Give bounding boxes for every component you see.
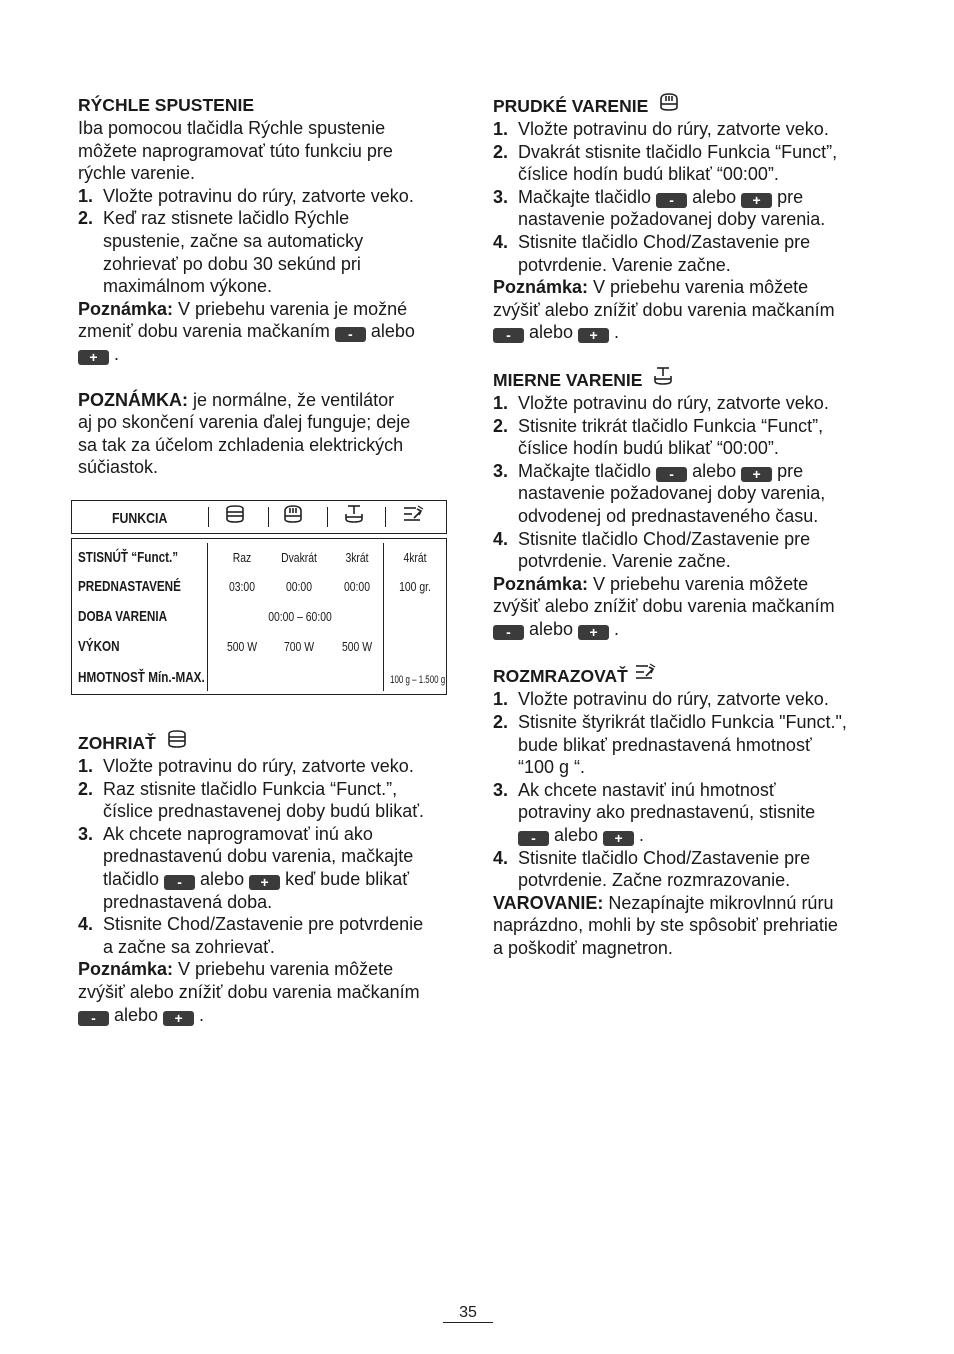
- left-column: [78, 93, 443, 479]
- step-text: Dvakrát stisnite tlačidlo Funkcia “Funct”,: [518, 141, 838, 162]
- notice-line1: [78, 389, 443, 412]
- mild-title: MIERNE VARENIE: [493, 369, 643, 390]
- table-cell: 100 gr.: [399, 579, 431, 594]
- step-text: alebo: [195, 868, 250, 889]
- step-text: odvodenej od prednastaveného času.: [518, 505, 819, 526]
- strong-title: PRUDKÉ VARENIE: [493, 96, 649, 116]
- divider: [385, 507, 386, 527]
- list-item: [78, 823, 443, 913]
- note-text: V priebehu varenia môžete: [588, 573, 809, 594]
- mild-cook-icon: [652, 367, 674, 389]
- heat-note-buttons: [78, 1004, 443, 1027]
- page-number-underline: [443, 1322, 493, 1323]
- step-number: 2.: [78, 778, 94, 799]
- note-text: alebo: [365, 321, 415, 342]
- note-label: Poznámka:: [493, 277, 589, 298]
- step-text: Stisnite tlačidlo Chod/Zastavenie pre: [518, 847, 811, 868]
- step-number: 1.: [78, 756, 94, 776]
- step-number: 1.: [493, 689, 509, 710]
- table-body: [71, 538, 447, 695]
- step-text: číslice hodín budú blikať “00:00”.: [518, 164, 779, 185]
- quick-start-note-line3: [78, 343, 443, 366]
- strong-cook-section: [493, 93, 865, 344]
- list-item: [493, 415, 865, 460]
- spacer: [78, 366, 443, 389]
- step-text: Stisnite trikrát tlačidlo Funkcia “Funct”,: [518, 415, 824, 436]
- table-cell: 00:00: [343, 579, 371, 594]
- list-item: [78, 755, 443, 778]
- note-text: .: [609, 322, 620, 343]
- list-item: [493, 392, 865, 415]
- notice-section: [78, 389, 443, 479]
- heat-title: ZOHRIAŤ: [78, 733, 156, 753]
- mild-heading: [493, 367, 865, 392]
- step-number: 3.: [493, 186, 509, 207]
- step-text: keď bude blikať: [280, 868, 409, 889]
- step-text: pre: [772, 186, 804, 207]
- notice-text: súčiastok.: [78, 457, 159, 478]
- plus-button-icon: +: [249, 875, 280, 890]
- defrost-heading: [493, 663, 865, 688]
- list-item: [493, 231, 865, 276]
- note-text: V priebehu varenia môžete: [173, 959, 394, 980]
- quick-start-note-line2: [78, 320, 443, 343]
- step-text: Ak chcete naprogramovať inú ako: [103, 823, 373, 844]
- row-label: VÝKON: [78, 638, 120, 655]
- step-text: Mačkajte tlačidlo: [518, 186, 657, 207]
- function-table: [71, 500, 447, 694]
- step-number: 4.: [78, 914, 94, 935]
- step-text: .: [634, 825, 645, 846]
- list-item: [493, 460, 865, 528]
- defrost-title: ROZMRAZOVAŤ: [493, 666, 628, 687]
- step-text: zohrievať po dobu 30 sekúnd pri: [103, 253, 361, 274]
- note-text: alebo: [109, 1004, 164, 1025]
- row-label: DOBA VARENIA: [78, 608, 168, 625]
- notice-label: POZNÁMKA:: [78, 389, 188, 410]
- step-text: tlačidlo: [103, 868, 165, 889]
- step-number: 3.: [493, 460, 509, 481]
- notice-text: aj po skončení varenia ďalej funguje; deje: [78, 412, 411, 433]
- step-number: 3.: [78, 823, 94, 844]
- strong-cook-icon: [282, 505, 304, 527]
- step-text: Stisnite Chod/Zastavenie pre potvrdenie: [103, 914, 424, 935]
- plus-button-icon: +: [741, 467, 772, 482]
- spacer: [493, 640, 865, 663]
- step-text: Stisnite tlačidlo Chod/Zastavenie pre: [518, 231, 811, 252]
- step-text: potvrdenie. Varenie začne.: [518, 551, 731, 572]
- list-item: [493, 847, 865, 892]
- table-cell: Raz: [232, 550, 252, 565]
- table-header: [71, 500, 447, 534]
- step-number: 1.: [493, 392, 509, 413]
- plus-button-icon: +: [78, 350, 109, 365]
- minus-button-icon: -: [164, 875, 195, 890]
- plus-button-icon: +: [603, 831, 634, 846]
- note-text: zvýšiť alebo znížiť dobu varenia mačkaním: [493, 299, 835, 320]
- note-label: Poznámka:: [78, 298, 174, 319]
- list-item: [493, 688, 865, 711]
- step-text: spustenie, začne sa automaticky: [103, 230, 364, 251]
- strong-note: [493, 276, 865, 299]
- list-item: [493, 118, 865, 141]
- warning-label: VAROVANIE:: [493, 892, 604, 913]
- step-text: a začne sa zohrievať.: [103, 936, 275, 957]
- step-number: 2.: [78, 208, 94, 229]
- step-text: bude blikať prednastavená hmotnosť: [518, 734, 812, 755]
- plus-button-icon: +: [741, 193, 772, 208]
- list-item: [78, 207, 443, 297]
- note-text: zvýšiť alebo znížiť dobu varenia mačkaním: [78, 981, 420, 1002]
- step-text: prednastavenú dobu varenia, mačkajte: [103, 846, 414, 867]
- step-text: potraviny ako prednastavenú, stisnite: [518, 802, 816, 823]
- list-item: [78, 913, 443, 958]
- quick-start-intro-1: Iba pomocou tlačidla Rýchle spustenie: [78, 118, 386, 138]
- defrost-steps: [493, 688, 865, 891]
- table-cell: 100 g – 1.500 g: [390, 674, 446, 686]
- heat-note: [78, 958, 443, 981]
- row-label: HMOTNOSŤ Mín.-MAX.: [78, 669, 205, 686]
- heat-icon: [166, 730, 188, 752]
- step-text: alebo: [549, 825, 604, 846]
- step-text: “100 g “.: [518, 757, 586, 778]
- right-column: [493, 93, 865, 960]
- step-text: Vložte potravinu do rúry, zatvorte veko.: [103, 756, 414, 776]
- step-text: Mačkajte tlačidlo: [518, 460, 657, 481]
- minus-button-icon: -: [656, 193, 687, 208]
- note-text: zmeniť dobu varenia mačkaním: [78, 321, 335, 342]
- minus-button-icon: -: [335, 327, 366, 342]
- step-text: nastavenie požadovanej doby varenia,: [518, 483, 826, 504]
- divider: [327, 507, 328, 527]
- table-cell: 4krát: [403, 550, 427, 565]
- step-text-with-buttons: [518, 186, 865, 209]
- step-text: Keď raz stisnete lačidlo Rýchle: [103, 208, 350, 229]
- step-number: 3.: [493, 779, 509, 800]
- page-number: 35: [459, 1304, 477, 1321]
- step-number: 4.: [493, 847, 509, 868]
- step-text-with-buttons: [103, 868, 443, 891]
- step-text: potvrdenie. Varenie začne.: [518, 254, 731, 275]
- note-text: V priebehu varenia môžete: [588, 277, 809, 298]
- table-cell: 00:00: [285, 579, 313, 594]
- plus-button-icon: +: [578, 328, 609, 343]
- step-text: alebo: [687, 460, 742, 481]
- table-cell: Dvakrát: [281, 550, 317, 565]
- warning-text: Nezapínajte mikrovlnnú rúru: [603, 892, 834, 913]
- plus-button-icon: +: [163, 1011, 194, 1026]
- step-text: potvrdenie. Začne rozmrazovanie.: [518, 870, 791, 891]
- step-number: 4.: [493, 231, 509, 252]
- heat-section: [78, 730, 443, 1026]
- table-cell: 500 W: [226, 639, 258, 654]
- step-text: pre: [772, 460, 804, 481]
- minus-button-icon: -: [518, 831, 549, 846]
- defrost-icon: [402, 505, 426, 527]
- minus-button-icon: -: [493, 625, 524, 640]
- strong-steps: [493, 118, 865, 276]
- strong-note-buttons: [493, 321, 865, 344]
- step-text-with-buttons: [518, 824, 865, 847]
- minus-button-icon: -: [493, 328, 524, 343]
- step-text: Vložte potravinu do rúry, zatvorte veko.: [518, 689, 829, 710]
- table-cell: 3krát: [345, 550, 369, 565]
- warning-text: a poškodiť magnetron.: [493, 938, 673, 958]
- list-item: [493, 779, 865, 847]
- step-text: alebo: [687, 186, 742, 207]
- defrost-section: [493, 663, 865, 959]
- divider: [208, 507, 209, 527]
- notice-text: je normálne, že ventilátor: [188, 389, 395, 410]
- row-label: STISNÚŤ “Funct.”: [78, 549, 179, 566]
- step-text: nastavenie požadovanej doby varenia.: [518, 209, 826, 230]
- quick-start-steps: [78, 185, 443, 298]
- step-text: Ak chcete nastaviť inú hmotnosť: [518, 779, 776, 800]
- quick-start-section: [78, 93, 443, 366]
- note-text: alebo: [524, 322, 579, 343]
- note-text: alebo: [524, 618, 579, 639]
- quick-start-intro-2: môžete naprogramovať túto funkciu pre: [78, 140, 393, 161]
- list-item: [493, 186, 865, 231]
- table-cell: 700 W: [283, 639, 315, 654]
- step-number: 4.: [493, 528, 509, 549]
- row-label: PREDNASTAVENÉ: [78, 578, 181, 595]
- step-text: Vložte potravinu do rúry, zatvorte veko.: [518, 119, 829, 139]
- step-text: číslice hodín budú blikať “00:00”.: [518, 438, 779, 459]
- divider: [207, 543, 208, 691]
- step-text: Raz stisnite tlačidlo Funkcia “Funct.”,: [103, 778, 398, 799]
- quick-start-intro-3: rýchle varenie.: [78, 163, 196, 184]
- step-number: 2.: [493, 141, 509, 162]
- minus-button-icon: -: [78, 1011, 109, 1026]
- minus-button-icon: -: [656, 467, 687, 482]
- plus-button-icon: +: [578, 625, 609, 640]
- step-text: Vložte potravinu do rúry, zatvorte veko.: [518, 392, 829, 413]
- strong-cook-icon: [658, 93, 680, 115]
- note-text: .: [109, 343, 120, 364]
- step-text: maximálnom výkone.: [103, 276, 273, 297]
- list-item: [493, 141, 865, 186]
- step-number: 1.: [493, 119, 509, 139]
- list-item: [493, 528, 865, 573]
- step-number: 1.: [78, 185, 94, 206]
- note-text: zvýšiť alebo znížiť dobu varenia mačkaním: [493, 596, 835, 617]
- table-cell: 03:00: [228, 579, 256, 594]
- heat-icon: [224, 505, 246, 527]
- step-text: Stisnite štyrikrát tlačidlo Funkcia "Funct.",: [518, 712, 847, 733]
- note-text: .: [609, 618, 620, 639]
- table-cell: 00:00 – 60:00: [268, 609, 332, 624]
- spacer: [493, 344, 865, 367]
- note-text: .: [194, 1004, 205, 1025]
- warning-text: naprázdno, mohli by ste spôsobiť prehriatie: [493, 915, 838, 936]
- mild-note: [493, 573, 865, 596]
- quick-start-note: [78, 298, 443, 321]
- step-text: číslice prednastavenej doby budú blikať.: [103, 801, 424, 822]
- note-text: V priebehu varenia je možné: [173, 298, 408, 319]
- step-text: Vložte potravinu do rúry, zatvorte veko.: [103, 185, 414, 206]
- note-label: Poznámka:: [78, 959, 174, 980]
- mild-cook-section: [493, 367, 865, 641]
- list-item: [493, 711, 865, 779]
- step-text: prednastavená doba.: [103, 891, 273, 912]
- divider: [383, 543, 384, 691]
- mild-note-buttons: [493, 618, 865, 641]
- heat-steps: [78, 755, 443, 958]
- defrost-warning: [493, 892, 865, 915]
- list-item: [78, 778, 443, 823]
- mild-cook-icon: [343, 505, 365, 527]
- heat-heading: [78, 730, 443, 755]
- defrost-icon: [634, 663, 658, 685]
- table-cell: 500 W: [341, 639, 373, 654]
- divider: [268, 507, 269, 527]
- strong-heading: [493, 93, 865, 118]
- step-text: Stisnite tlačidlo Chod/Zastavenie pre: [518, 528, 811, 549]
- list-item: [78, 185, 443, 208]
- step-number: 2.: [493, 712, 509, 733]
- step-text-with-buttons: [518, 460, 865, 483]
- quick-start-title: RÝCHLE SPUSTENIE: [78, 95, 254, 115]
- mild-steps: [493, 392, 865, 573]
- table-header-label: FUNKCIA: [112, 510, 168, 527]
- notice-text: sa tak za účelom zchladenia elektrických: [78, 434, 404, 455]
- note-label: Poznámka:: [493, 573, 589, 594]
- step-number: 2.: [493, 415, 509, 436]
